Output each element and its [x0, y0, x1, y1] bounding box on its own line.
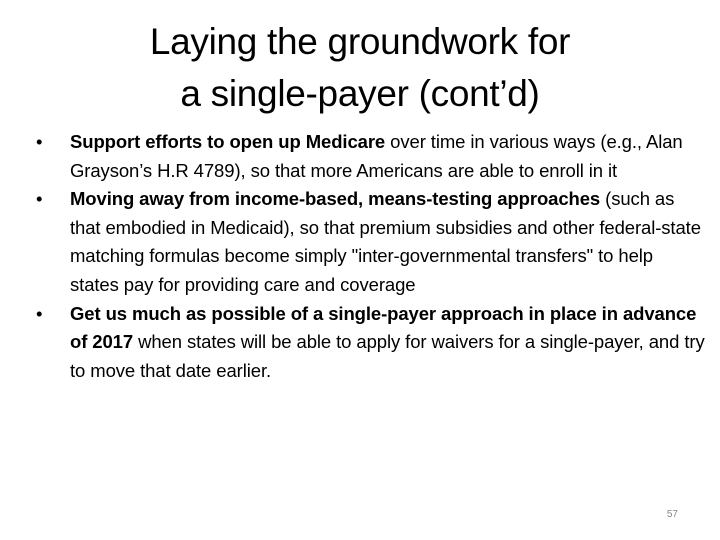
title-line-2: a single-payer (cont’d) [180, 73, 540, 114]
bullet-list [36, 128, 706, 385]
bullet-1-bold-text: Support efforts to open up Medicare [70, 131, 386, 152]
bullet-3-bold-text: Get us much as possible of a single-payer approach in place in advance of 2017 [70, 302, 697, 353]
page-number: 57 [666, 509, 678, 520]
bullet-item-medicare [36, 128, 706, 185]
bullet-2-text: (such as that embodied in Medicaid), so that premium subsidies and other federal-state matching formulas become simply "inter-governmental transfers" to help states pay for providing care and coverage [70, 188, 701, 295]
title-line-1: Laying the groundwork for [149, 21, 571, 62]
slide-title [60, 16, 660, 120]
bullet-marker: • [36, 302, 43, 324]
bullet-3-text: when states will be able to apply for waivers for a single-payer, and try to move that date earlier. [70, 331, 705, 381]
bullet-marker: • [36, 188, 43, 210]
bullet-1-text: over time in various ways (e.g., Alan Grayson’s H.R 4789), so that more Americans are able to enroll in it [70, 131, 683, 181]
bullet-marker: • [36, 131, 43, 152]
bullet-item-means-testing [36, 185, 706, 299]
bullet-item-single-payer-2017 [36, 300, 706, 386]
bullet-2-bold-text: Moving away from income-based, means-testing approaches [70, 188, 601, 210]
